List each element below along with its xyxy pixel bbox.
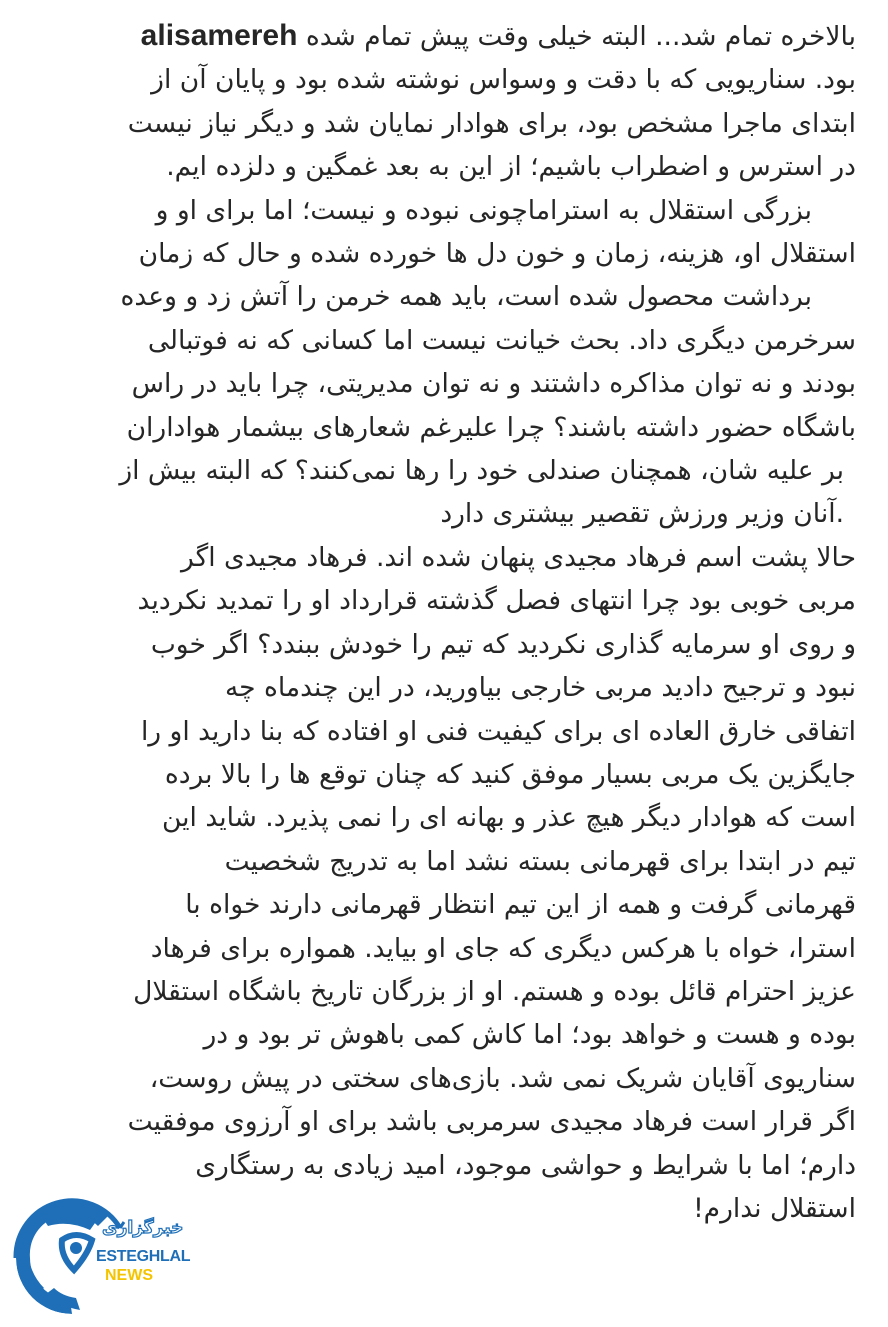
logo-text-news: NEWS bbox=[105, 1267, 153, 1284]
caption-line bbox=[30, 14, 856, 58]
post-caption bbox=[30, 14, 856, 1230]
username-link[interactable]: alisamereh bbox=[140, 19, 298, 52]
caption-line: بودند و نه توان مذاکره داشتند و نه توان مدیریتی، چرا باید در راس bbox=[131, 368, 856, 400]
caption-line: عزیز احترام قائل بوده و هستم. او از بزرگان تاریخ باشگاه استقلال bbox=[133, 975, 856, 1007]
logo-text-fa: خبرگزاری bbox=[102, 1218, 184, 1238]
caption-line: نبود و ترجیح دادید مربی خارجی بیاورید، در این چندماه چه bbox=[224, 672, 856, 704]
caption-line: بوده و هست و خواهد بود؛ اما کاش کمی باهوش تر بود و در bbox=[203, 1019, 856, 1051]
caption-line: قهرمانی گرفت و همه از این تیم انتظار قهرمانی دارند خواه با bbox=[185, 889, 856, 921]
caption-line: مربی خوبی بود چرا انتهای فصل گذشته قرارداد او را تمدید نکردید bbox=[137, 585, 856, 617]
caption-line: بزرگی استقلال به استراماچونی نبوده و نیست؛ اما برای او و bbox=[155, 194, 812, 226]
caption-line: جایگزین یک مربی بسیار موفق کنید که چنان توقع ها را بالا برده bbox=[164, 758, 856, 790]
caption-line: سرخرمن دیگری داد. بحث خیانت نیست اما کسانی که نه فوتبالی bbox=[147, 324, 856, 356]
caption-line: اتفاقی خارق العاده ای برای کیفیت فنی او افتاده که بنا دارید او را bbox=[140, 715, 856, 747]
caption-line: و روی او سرمایه گذاری نکردید که تیم را خودش ببندد؟ اگر خوب bbox=[150, 628, 856, 660]
caption-line: ابتدای ماجرا مشخص بود، برای هوادار نمایان شد و دیگر نیاز نیست bbox=[127, 107, 856, 139]
caption-line: حالا پشت اسم فرهاد مجیدی پنهان شده اند. فرهاد مجیدی اگر bbox=[180, 541, 856, 573]
caption-line: تیم در ابتدا برای قهرمانی بسته نشد اما به تدریج شخصیت bbox=[224, 845, 856, 877]
esteghlal-news-watermark bbox=[10, 1196, 191, 1321]
caption-line: استقلال او، هزینه، زمان و خون دل ها خورده شده و حال که زمان bbox=[138, 238, 856, 270]
caption-line: بود. سناریویی که با دقت و وسواس نوشته شده بود و پایان آن از bbox=[151, 64, 856, 96]
caption-line: در استرس و اضطراب باشیم؛ از این به بعد غمگین و دلزده ایم. bbox=[166, 151, 856, 183]
caption-line: است که هوادار دیگر هیچ عذر و بهانه ای را نمی پذیرد. شاید این bbox=[161, 802, 856, 834]
caption-text: بالاخره تمام شد... البته خیلی وقت پیش تمام شده bbox=[305, 21, 856, 52]
caption-line: برداشت محصول شده است، باید همه خرمن را آتش زد و وعده bbox=[120, 281, 812, 313]
logo-text-esteghlal: ESTEGHLAL bbox=[96, 1248, 191, 1265]
caption-line: .آنان وزیر ورزش تقصیر بیشتری دارد bbox=[440, 498, 844, 530]
caption-line: استرا، خواه با هرکس دیگری که جای او بیاید. همواره برای فرهاد bbox=[150, 932, 856, 964]
caption-line: استقلال ندارم! bbox=[693, 1192, 856, 1224]
caption-line: سناریوی آقایان شریک نمی شد. بازی‌های سختی در پیش روست، bbox=[149, 1062, 856, 1094]
caption-line: دارم؛ اما با شرایط و حواشی موجود، امید زیادی به رستگاری bbox=[195, 1149, 856, 1181]
caption-line: اگر قرار است فرهاد مجیدی سرمربی باشد برای او آرزوی موفقیت bbox=[127, 1106, 856, 1138]
caption-line: بر علیه شان، همچنان صندلی خود را رها نمی‌کنند؟ که البته بیش از bbox=[119, 455, 844, 487]
caption-line: باشگاه حضور داشته باشند؟ چرا علیرغم شعارهای بیشمار هواداران bbox=[126, 411, 856, 443]
